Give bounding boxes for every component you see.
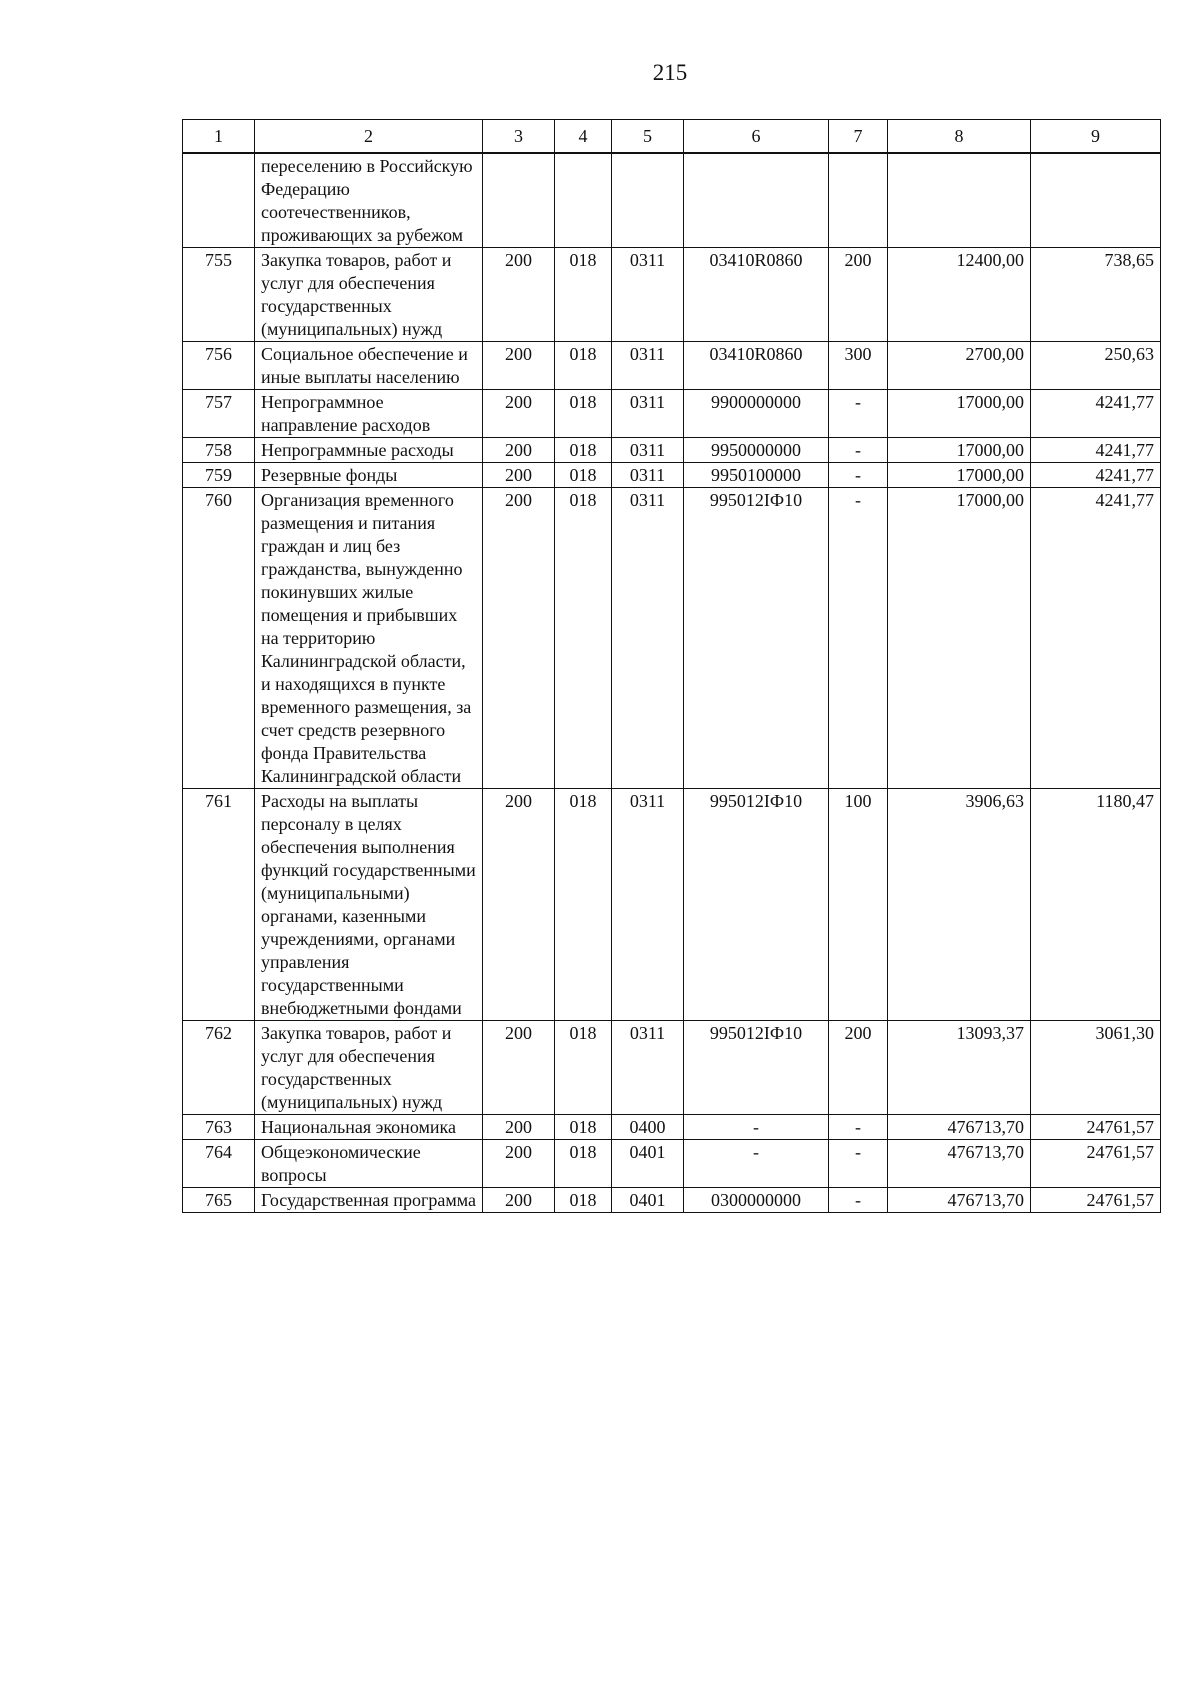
row-number: 759 bbox=[183, 463, 255, 488]
table-row bbox=[183, 438, 1161, 463]
expense-type: 200 bbox=[829, 248, 888, 342]
row-number: 765 bbox=[183, 1188, 255, 1213]
item-name: Социальное обеспечение и иные выплаты населению bbox=[255, 342, 483, 390]
column-header-4: 4 bbox=[555, 120, 612, 154]
item-name: Организация временного размещения и питания граждан и лиц без гражданства, вынужденно покинувших жилые помещения и прибывших на территорию Калининградской области, и находящихся в пункте временного размещения, за счет средств резервного фонда Правительства Калининградской области bbox=[255, 488, 483, 789]
table-header bbox=[183, 120, 1161, 154]
column-header-6: 6 bbox=[684, 120, 829, 154]
section-code: 0401 bbox=[612, 1140, 684, 1188]
amount-actual: 4241,77 bbox=[1031, 438, 1161, 463]
expense-type bbox=[829, 153, 888, 248]
target-code: 03410R0860 bbox=[684, 342, 829, 390]
page-number: 215 bbox=[652, 60, 688, 85]
amount-plan: 3906,63 bbox=[888, 789, 1031, 1021]
code-3: 200 bbox=[483, 1140, 555, 1188]
row-number: 755 bbox=[183, 248, 255, 342]
target-code: 9950100000 bbox=[684, 463, 829, 488]
table-row bbox=[183, 1140, 1161, 1188]
column-header-7: 7 bbox=[829, 120, 888, 154]
code-3: 200 bbox=[483, 789, 555, 1021]
code-4: 018 bbox=[555, 1115, 612, 1140]
table-row bbox=[183, 342, 1161, 390]
section-code: 0311 bbox=[612, 1021, 684, 1115]
target-code: 0300000000 bbox=[684, 1188, 829, 1213]
code-3: 200 bbox=[483, 1188, 555, 1213]
target-code: 995012IФ10 bbox=[684, 488, 829, 789]
code-4: 018 bbox=[555, 789, 612, 1021]
amount-actual: 1180,47 bbox=[1031, 789, 1161, 1021]
expense-type: 200 bbox=[829, 1021, 888, 1115]
header-row bbox=[183, 120, 1161, 154]
amount-plan: 13093,37 bbox=[888, 1021, 1031, 1115]
amount-actual: 24761,57 bbox=[1031, 1188, 1161, 1213]
amount-actual: 4241,77 bbox=[1031, 488, 1161, 789]
code-4: 018 bbox=[555, 438, 612, 463]
table-row bbox=[183, 390, 1161, 438]
amount-plan: 17000,00 bbox=[888, 463, 1031, 488]
table-row bbox=[183, 1115, 1161, 1140]
section-code: 0311 bbox=[612, 390, 684, 438]
table-row bbox=[183, 463, 1161, 488]
section-code bbox=[612, 153, 684, 248]
amount-actual: 4241,77 bbox=[1031, 463, 1161, 488]
item-name: Расходы на выплаты персоналу в целях обеспечения выполнения функций государственными (муниципальными) органами, казенными учреждениями, органами управления государственными внебюджетными фондами bbox=[255, 789, 483, 1021]
amount-plan: 12400,00 bbox=[888, 248, 1031, 342]
row-number: 756 bbox=[183, 342, 255, 390]
amount-plan: 476713,70 bbox=[888, 1188, 1031, 1213]
code-4: 018 bbox=[555, 248, 612, 342]
amount-actual: 24761,57 bbox=[1031, 1115, 1161, 1140]
row-number: 761 bbox=[183, 789, 255, 1021]
table-row bbox=[183, 1188, 1161, 1213]
row-number bbox=[183, 153, 255, 248]
amount-plan: 17000,00 bbox=[888, 438, 1031, 463]
amount-actual bbox=[1031, 153, 1161, 248]
section-code: 0401 bbox=[612, 1188, 684, 1213]
section-code: 0311 bbox=[612, 438, 684, 463]
code-4 bbox=[555, 153, 612, 248]
section-code: 0311 bbox=[612, 488, 684, 789]
row-number: 763 bbox=[183, 1115, 255, 1140]
column-header-5: 5 bbox=[612, 120, 684, 154]
target-code: 9950000000 bbox=[684, 438, 829, 463]
column-header-3: 3 bbox=[483, 120, 555, 154]
amount-plan: 2700,00 bbox=[888, 342, 1031, 390]
item-name: переселению в Российскую Федерацию соотечественников, проживающих за рубежом bbox=[255, 153, 483, 248]
code-4: 018 bbox=[555, 390, 612, 438]
target-code bbox=[684, 153, 829, 248]
amount-plan: 476713,70 bbox=[888, 1140, 1031, 1188]
code-4: 018 bbox=[555, 488, 612, 789]
table-row bbox=[183, 1021, 1161, 1115]
code-4: 018 bbox=[555, 1140, 612, 1188]
target-code: 995012IФ10 bbox=[684, 1021, 829, 1115]
expense-type: - bbox=[829, 488, 888, 789]
amount-actual: 250,63 bbox=[1031, 342, 1161, 390]
item-name: Закупка товаров, работ и услуг для обеспечения государственных (муниципальных) нужд bbox=[255, 1021, 483, 1115]
item-name: Государственная программа bbox=[255, 1188, 483, 1213]
code-3: 200 bbox=[483, 390, 555, 438]
row-number: 758 bbox=[183, 438, 255, 463]
amount-plan: 476713,70 bbox=[888, 1115, 1031, 1140]
target-code: 995012IФ10 bbox=[684, 789, 829, 1021]
expense-type: - bbox=[829, 438, 888, 463]
code-3: 200 bbox=[483, 1115, 555, 1140]
expense-type: - bbox=[829, 1140, 888, 1188]
item-name: Закупка товаров, работ и услуг для обеспечения государственных (муниципальных) нужд bbox=[255, 248, 483, 342]
budget-table bbox=[182, 119, 1161, 1213]
target-code: 03410R0860 bbox=[684, 248, 829, 342]
row-number: 762 bbox=[183, 1021, 255, 1115]
expense-type: - bbox=[829, 463, 888, 488]
code-3 bbox=[483, 153, 555, 248]
expense-type: 100 bbox=[829, 789, 888, 1021]
table-body bbox=[183, 153, 1161, 1213]
column-header-1: 1 bbox=[183, 120, 255, 154]
expense-type: 300 bbox=[829, 342, 888, 390]
item-name: Резервные фонды bbox=[255, 463, 483, 488]
amount-actual: 4241,77 bbox=[1031, 390, 1161, 438]
column-header-9: 9 bbox=[1031, 120, 1161, 154]
code-3: 200 bbox=[483, 342, 555, 390]
code-4: 018 bbox=[555, 1188, 612, 1213]
table-row bbox=[183, 153, 1161, 248]
table-row bbox=[183, 488, 1161, 789]
expense-type: - bbox=[829, 1115, 888, 1140]
item-name: Непрограммное направление расходов bbox=[255, 390, 483, 438]
expense-type: - bbox=[829, 1188, 888, 1213]
row-number: 760 bbox=[183, 488, 255, 789]
code-3: 200 bbox=[483, 248, 555, 342]
section-code: 0400 bbox=[612, 1115, 684, 1140]
amount-plan bbox=[888, 153, 1031, 248]
amount-plan: 17000,00 bbox=[888, 390, 1031, 438]
table-row bbox=[183, 789, 1161, 1021]
code-3: 200 bbox=[483, 438, 555, 463]
amount-plan: 17000,00 bbox=[888, 488, 1031, 789]
code-4: 018 bbox=[555, 463, 612, 488]
item-name: Национальная экономика bbox=[255, 1115, 483, 1140]
target-code: - bbox=[684, 1140, 829, 1188]
section-code: 0311 bbox=[612, 248, 684, 342]
table-row bbox=[183, 248, 1161, 342]
code-3: 200 bbox=[483, 1021, 555, 1115]
target-code: 9900000000 bbox=[684, 390, 829, 438]
expense-type: - bbox=[829, 390, 888, 438]
amount-actual: 738,65 bbox=[1031, 248, 1161, 342]
code-4: 018 bbox=[555, 1021, 612, 1115]
column-header-8: 8 bbox=[888, 120, 1031, 154]
section-code: 0311 bbox=[612, 789, 684, 1021]
amount-actual: 24761,57 bbox=[1031, 1140, 1161, 1188]
column-header-2: 2 bbox=[255, 120, 483, 154]
code-4: 018 bbox=[555, 342, 612, 390]
target-code: - bbox=[684, 1115, 829, 1140]
code-3: 200 bbox=[483, 463, 555, 488]
code-3: 200 bbox=[483, 488, 555, 789]
amount-actual: 3061,30 bbox=[1031, 1021, 1161, 1115]
row-number: 764 bbox=[183, 1140, 255, 1188]
section-code: 0311 bbox=[612, 463, 684, 488]
item-name: Непрограммные расходы bbox=[255, 438, 483, 463]
row-number: 757 bbox=[183, 390, 255, 438]
section-code: 0311 bbox=[612, 342, 684, 390]
item-name: Общеэкономические вопросы bbox=[255, 1140, 483, 1188]
